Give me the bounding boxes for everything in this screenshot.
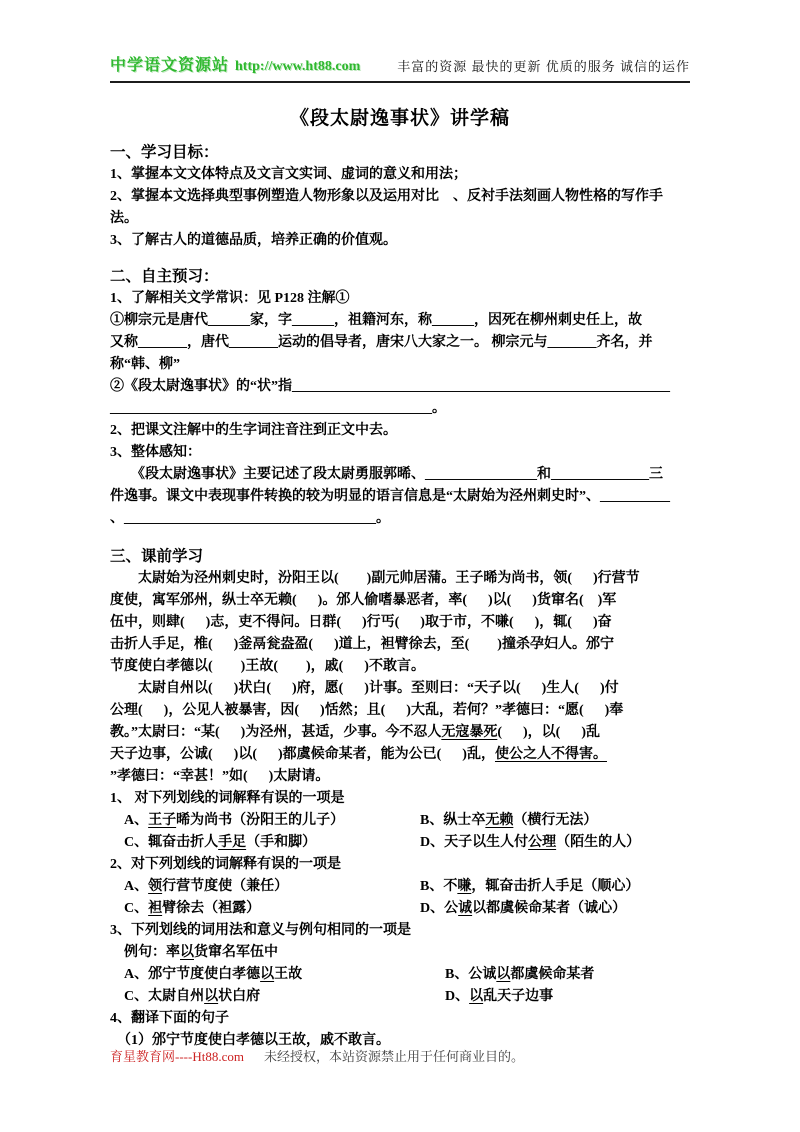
option-cell: [420, 832, 640, 854]
text-segment: 称“韩、柳”: [110, 357, 180, 372]
underlined-term: 以: [469, 989, 484, 1004]
text-line: [110, 486, 690, 508]
underlined-term: 手足: [218, 835, 247, 850]
spacer: [110, 530, 690, 546]
section-heading: 三、课前学习: [110, 548, 204, 565]
text-line: [110, 310, 690, 332]
text-segment: （手和脚）: [246, 835, 317, 850]
option-cell: [445, 986, 553, 1008]
text-line: [110, 354, 690, 376]
text-segment: B、公诚: [445, 967, 497, 982]
option-cell: [110, 832, 420, 854]
text-segment: 行营节度使（兼任）: [162, 879, 289, 894]
footer-copyright-notice: 未经授权，本站资源禁止用于任何商业目的。: [263, 1049, 524, 1064]
text-segment: 都虞候命某者: [510, 967, 595, 982]
site-logo-url[interactable]: http://www.ht88.com: [235, 59, 361, 74]
text-line: [110, 700, 690, 722]
page-title: 《段太尉逸事状》讲学稿: [289, 108, 510, 129]
underlined-term: 王子: [148, 813, 177, 828]
text-line: [110, 964, 690, 986]
text-segment: 3、了解古人的道德品质，培养正确的价值观。: [110, 233, 397, 248]
text-segment: 法。: [110, 211, 138, 226]
text-segment: D、: [445, 989, 470, 1004]
text-line: [110, 854, 690, 876]
text-segment: B、不: [420, 879, 458, 894]
text-segment: A、: [110, 813, 149, 828]
option-cell: [110, 876, 420, 898]
text-segment: D、天子以生人付: [420, 835, 529, 850]
underlined-term: 领: [148, 879, 163, 894]
section-heading: 一、学习目标：: [110, 144, 219, 161]
text-line: [110, 288, 690, 310]
text-segment: 王故: [274, 967, 303, 982]
text-line: [110, 744, 690, 766]
text-line: [110, 164, 690, 186]
option-cell: [420, 810, 597, 832]
page-header: [110, 0, 690, 83]
text-line: [110, 508, 690, 530]
option-cell: [445, 964, 594, 986]
text-segment: D、公: [420, 901, 459, 916]
text-line: [110, 464, 690, 486]
text-segment: 太尉自州以( )状白( )府，愿( )计事。至则曰：“天子以( )生人( )付: [110, 681, 619, 696]
underlined-term: 袒: [148, 901, 163, 916]
text-segment: （1）邠宁节度使白孝德以王故，戚不敢言。: [110, 1033, 390, 1048]
text-line: [110, 810, 690, 832]
text-segment: 件逸事。课文中表现事件转换的较为明显的语言信息是“太尉始为泾州刺史时”、__________: [110, 489, 670, 504]
text-line: [110, 612, 690, 634]
text-segment: A、邠宁节度使白孝德: [110, 967, 261, 982]
page-footer: [110, 1046, 690, 1065]
text-segment: 伍中，则肆( )志，吏不得问。日群( )行丐( )取于市，不嗛( )，辄( )奋: [110, 615, 612, 630]
text-segment: ”孝德曰：“幸甚！”如( )太尉请。: [110, 769, 330, 784]
text-segment: 、____________________________________。: [110, 511, 390, 526]
text-segment: B、纵士卒: [420, 813, 486, 828]
text-line: [110, 678, 690, 700]
text-segment: C、: [110, 901, 149, 916]
text-segment: ( )，以( )乱: [497, 725, 600, 740]
text-segment: （陌生的人）: [556, 835, 641, 850]
text-line: [110, 942, 690, 964]
option-cell: [110, 898, 420, 920]
underlined-term: 以: [204, 989, 219, 1004]
text-line: [110, 230, 690, 252]
text-segment: 度使，寓军邠州，纵士卒无赖( )。邠人偷嗜暴恶者，率( )以( )货窜名( )军: [110, 593, 617, 608]
option-cell: [420, 898, 626, 920]
text-segment: 臂徐去（袒露）: [162, 901, 261, 916]
text-line: [110, 590, 690, 612]
underlined-term: 诚: [458, 901, 473, 916]
text-line: [110, 876, 690, 898]
option-cell: [110, 964, 445, 986]
text-segment: ______________________________________________。: [110, 401, 446, 416]
option-cell: [110, 986, 445, 1008]
text-segment: ②《段太尉逸事状》的“状”指______________________________________________________: [110, 379, 670, 394]
text-segment: ，辄奋击折人手足（顺心）: [471, 879, 640, 894]
text-line: [110, 898, 690, 920]
text-segment: 节度使白孝德以( )王故( )，戚( )不敢言。: [110, 659, 425, 674]
text-line: [110, 568, 690, 590]
text-segment: 2、把课文注解中的生字词注音注到正文中去。: [110, 423, 397, 438]
text-line: [110, 186, 690, 208]
text-segment: 状白府: [218, 989, 261, 1004]
text-segment: 3、下列划线的词用法和意义与例句相同的一项是: [110, 923, 411, 938]
underlined-term: 以: [260, 967, 275, 982]
text-line: [110, 442, 690, 464]
text-line: [110, 376, 690, 398]
text-segment: 货窜名军伍中: [194, 945, 278, 960]
underlined-term: 无赖: [485, 813, 514, 828]
text-segment: 晞为尚书（汾阳王的儿子）: [176, 813, 345, 828]
text-segment: 2、掌握本文选择典型事例塑造人物形象以及运用对比 、反衬手法刻画人物性格的写作手: [110, 189, 663, 204]
underlined-term: 嗛: [457, 879, 472, 894]
text-line: [110, 398, 690, 420]
underlined-term: 以: [496, 967, 511, 982]
text-line: [110, 656, 690, 678]
section-heading: 二、自主预习：: [110, 268, 219, 285]
text-segment: 4、翻译下面的句子: [110, 1011, 229, 1026]
text-segment: 以都虞候命某者（诚心）: [472, 901, 627, 916]
text-line: [110, 634, 690, 656]
text-line: [110, 208, 690, 230]
text-segment: 天子边事，公诚( )以( )都虞候命某者，能为公已( )乱，: [110, 747, 495, 762]
header-slogan: 丰富的资源 最快的更新 优质的服务 诚信的运作: [397, 59, 690, 74]
option-cell: [420, 876, 639, 898]
text-segment: （横行无法）: [513, 813, 598, 828]
text-segment: 1、掌握本文文体特点及文言文实词、虚词的意义和用法；: [110, 167, 467, 182]
text-line: [110, 788, 690, 810]
underlined-term: 无寇暴死: [441, 725, 498, 740]
text-line: [110, 832, 690, 854]
text-segment: 例句：率: [110, 945, 180, 960]
text-segment: 3、整体感知：: [110, 445, 201, 460]
footer-site-name: 育星教育网----Ht88.com: [110, 1049, 244, 1064]
text-segment: 太尉始为泾州刺史时，汾阳王以( )副元帅居蒲。王子晞为尚书，领( )行营节: [110, 571, 640, 586]
text-segment: C、太尉自州: [110, 989, 205, 1004]
text-segment: 又称_______，唐代_______运动的倡导者，唐宋八大家之一。 柳宗元与_______齐名，并: [110, 335, 653, 350]
text-line: [110, 766, 690, 788]
text-segment: 1、了解相关文学常识：见 P128 注解①: [110, 291, 350, 306]
document-body: [110, 142, 690, 1052]
text-segment: 公理( )，公见人被暴害，因( )恬然；且( )大乱，若何？”孝德曰：“愿( )奉: [110, 703, 624, 718]
text-line: [110, 722, 690, 744]
text-segment: 2、对下列划线的词解释有误的一项是: [110, 857, 341, 872]
text-segment: 《段太尉逸事状》主要记述了段太尉勇服郭晞、________________和______________三: [110, 467, 663, 482]
text-segment: C、辄奋击折人: [110, 835, 219, 850]
underlined-term: 公理: [528, 835, 557, 850]
text-line: [110, 920, 690, 942]
text-segment: 教。”太尉曰：“某( )为泾州，甚适，少事。今不忍人: [110, 725, 442, 740]
text-segment: 击折人手足，椎( )釜鬲瓮盎盈( )道上，袒臂徐去，至( )撞杀孕妇人。邠宁: [110, 637, 614, 652]
text-line: [110, 332, 690, 354]
underlined-term: 以: [180, 945, 194, 960]
text-line: [110, 1008, 690, 1030]
option-cell: [110, 810, 420, 832]
text-line: [110, 986, 690, 1008]
text-line: [110, 420, 690, 442]
text-segment: 1、 对下列划线的词解释有误的一项是: [110, 791, 345, 806]
text-segment: 乱天子边事: [483, 989, 554, 1004]
site-logo-text: 中学语文资源站: [110, 57, 230, 74]
text-segment: ①柳宗元是唐代______家，字______，祖籍河东，称______，因死在柳州刺史任上，故: [110, 313, 642, 328]
text-segment: A、: [110, 879, 149, 894]
site-logo: [110, 52, 360, 75]
spacer: [110, 252, 690, 266]
underlined-term: 使公之人不得害。: [494, 747, 607, 762]
